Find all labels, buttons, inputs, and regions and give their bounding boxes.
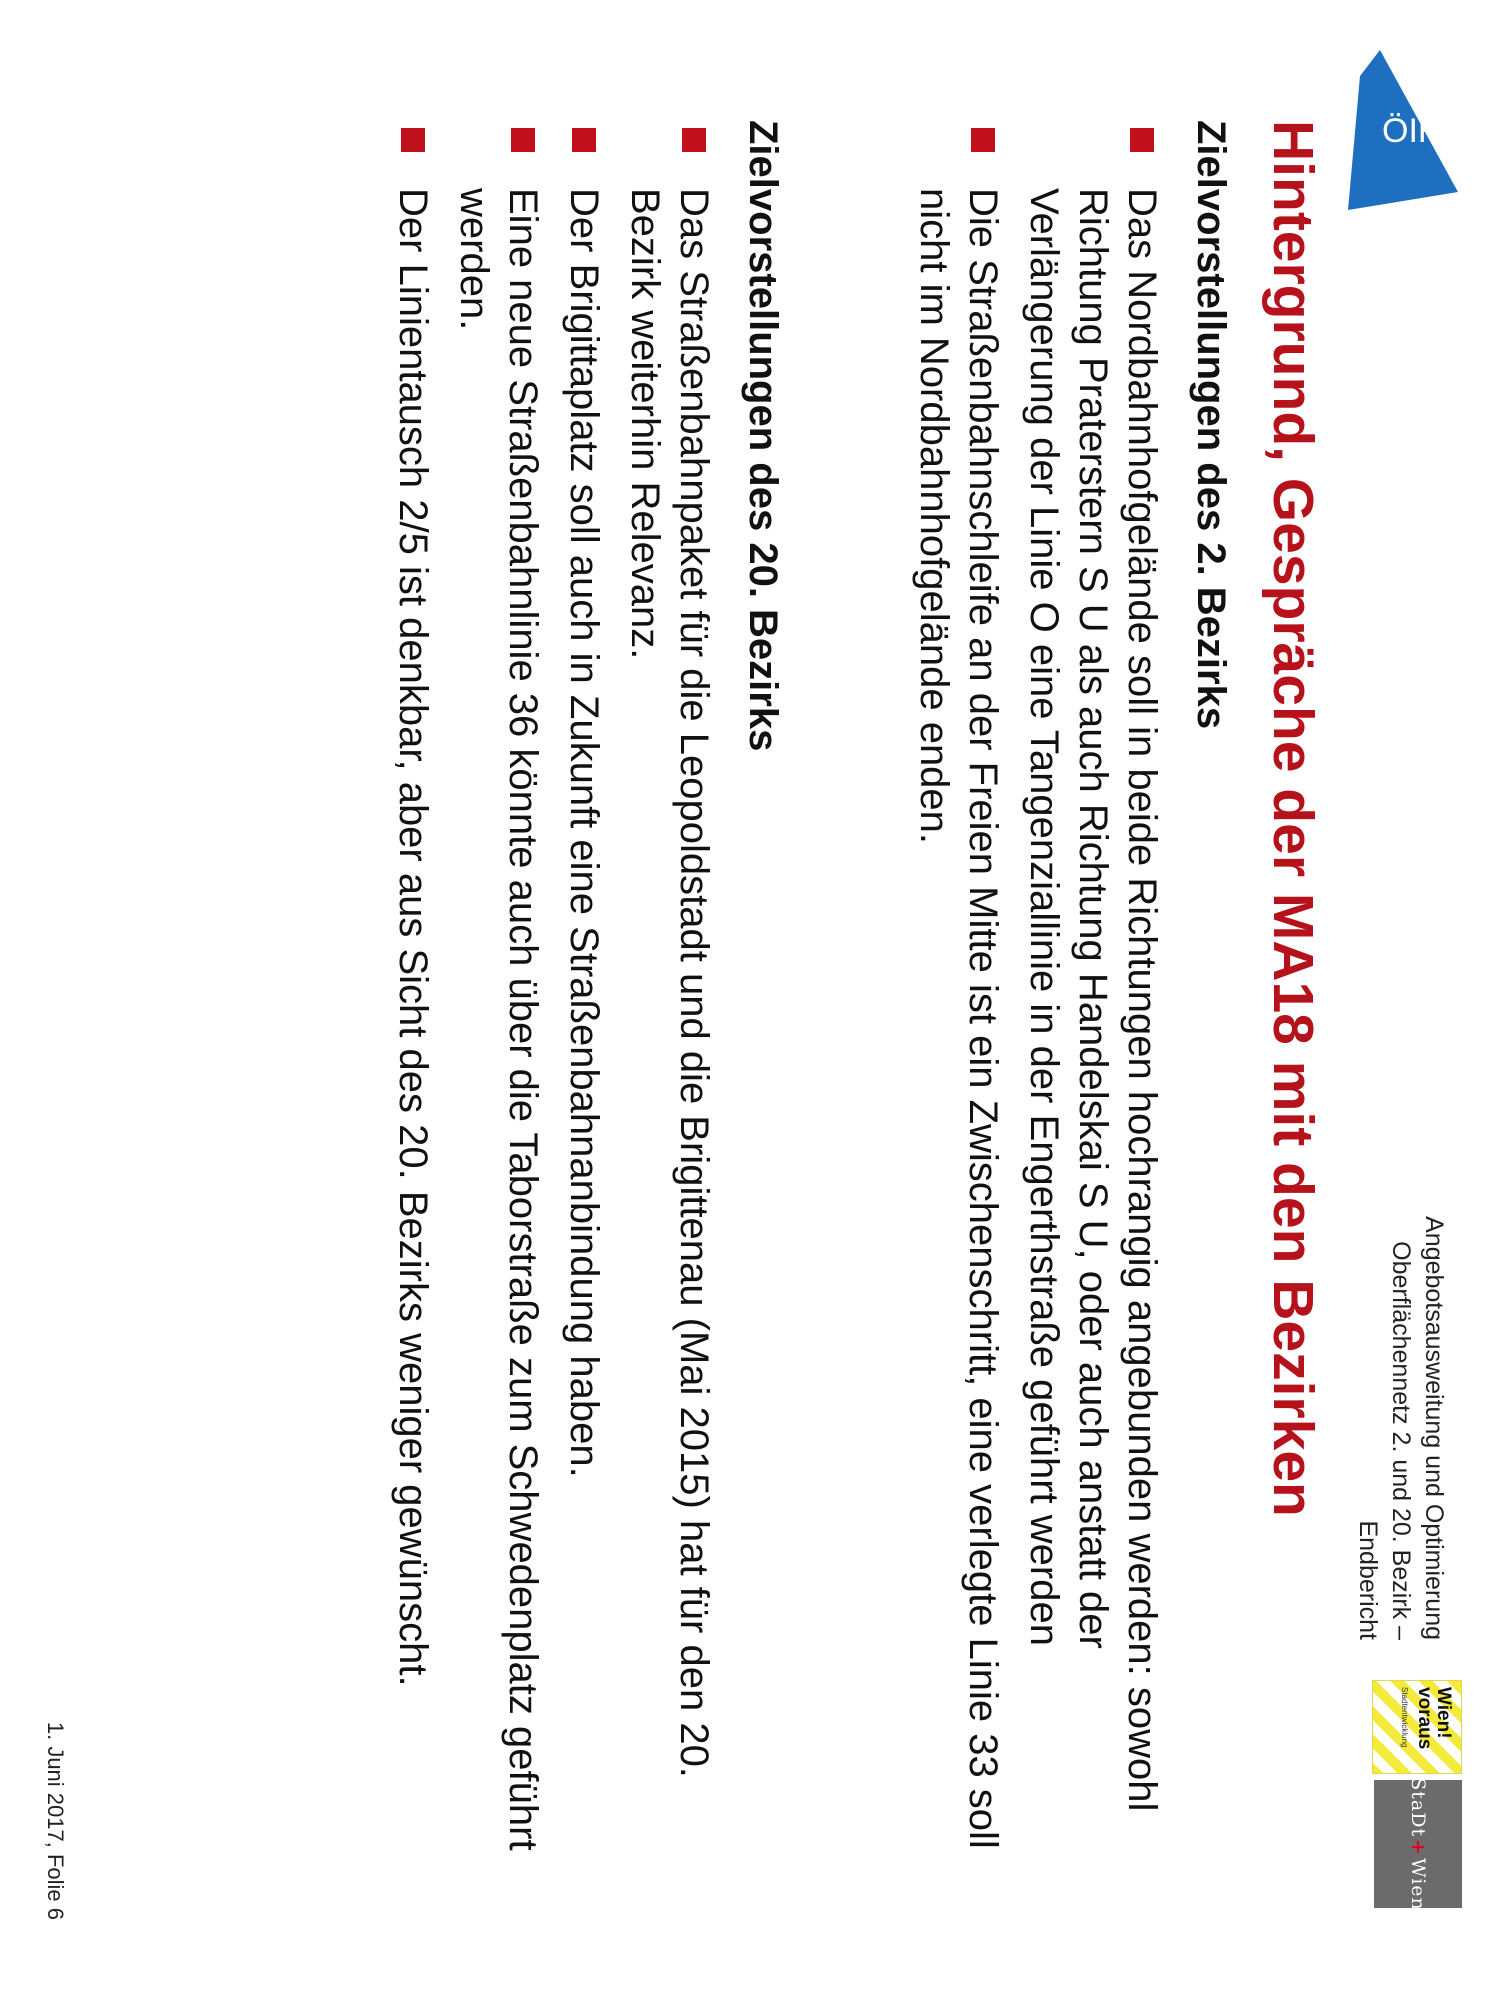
bullet-text: Die Straßenbahnschleife an der Freien Mitte ist ein Zwischenschritt, eine verlegte Linie 33 soll nicht im Nordbahnhofgelände enden.: [912, 188, 1005, 1849]
bullet-item: [620, 120, 718, 1880]
bullet-list-20-bezirk: [376, 120, 718, 1880]
bullet-item: [909, 120, 1007, 1880]
wien-voraus-line1: Wien!: [1433, 1687, 1454, 1739]
bullet-text: Der Brigittaplatz soll auch in Zukunft eine Straßenbahnanbindung haben.: [562, 188, 606, 1478]
bullet-square-icon: [971, 128, 995, 152]
wien-voraus-small-text: Stadtentwicklung: [1400, 1687, 1409, 1748]
section-heading-20-bezirk: Zielvorstellungen des 20. Bezirks: [741, 120, 785, 752]
section-heading-2-bezirk: Zielvorstellungen des 2. Bezirks: [1189, 120, 1233, 730]
report-subtitle: [1351, 1210, 1450, 1640]
bullet-square-icon: [511, 128, 535, 152]
wien-voraus-logo: [1372, 1680, 1462, 1774]
bullet-square-icon: [401, 128, 425, 152]
bullet-square-icon: [572, 128, 596, 152]
wien-voraus-line2: voraus: [1414, 1687, 1435, 1750]
report-subtitle-line1: Angebotsausweitung und Optimierung: [1420, 1216, 1448, 1640]
stadt-wien-cross: +: [1407, 1839, 1429, 1857]
bullet-text: Das Nordbahnhofgelände soll in beide Richtungen hochrangig angebunden werden: sowohl Richtung Praterstern S U als auch Richtung Handelskai S U, oder auch anstatt der Verlängerung der Linie O eine Tangenziallinie in der Engerthstraße geführt werden: [1022, 188, 1164, 1812]
slide-footer: 1. Juni 2017, Folie 6: [43, 1721, 68, 1920]
report-subtitle-line2: Oberflächennetz 2. und 20. Bezirk – Endbericht: [1354, 1241, 1415, 1640]
bullet-text: Eine neue Straßenbahnlinie 36 könnte auch über die Taborstraße zum Schwedenplatz geführt werden.: [452, 188, 545, 1851]
wien-voraus-logo-text: [1415, 1687, 1453, 1749]
bullet-list-2-bezirk: [897, 120, 1166, 1880]
stadt-wien-logo: [1374, 1777, 1462, 1911]
bullet-item: [449, 120, 547, 1880]
bullet-square-icon: [682, 128, 706, 152]
bullet-text: Das Straßenbahnpaket für die Leopoldstadt und die Brigittenau (Mai 2015) hat für den 20. Bezirk weiterhin Relevanz.: [623, 188, 716, 1778]
stadt-wien-right: Wien: [1407, 1858, 1429, 1911]
slide-title: Hintergrund, Gespräche der MA18 mit den Bezirken: [1261, 120, 1325, 1517]
oir-logo-text: ÖIR: [1382, 112, 1443, 150]
bullet-item: [388, 120, 437, 1880]
stadt-wien-left: StaDt: [1407, 1777, 1429, 1838]
bullet-square-icon: [1130, 128, 1154, 152]
bullet-item: [559, 120, 608, 1880]
bullet-text: Der Linientausch 2/5 ist denkbar, aber aus Sicht des 20. Bezirks weniger gewünscht.: [391, 188, 435, 1687]
oir-logo: [1348, 50, 1458, 210]
bullet-item: [1019, 120, 1166, 1880]
